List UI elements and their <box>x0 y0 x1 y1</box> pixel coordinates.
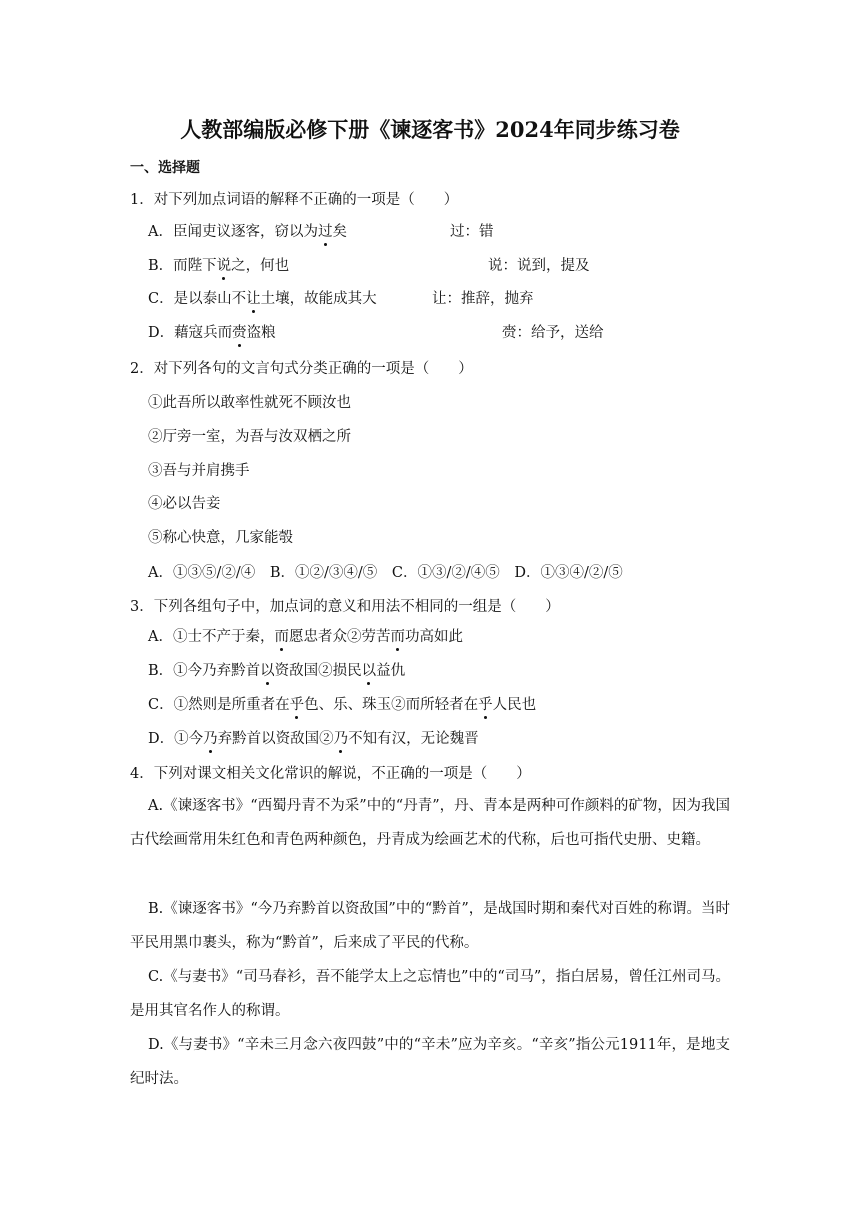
q3-b-part: 益仇 <box>376 663 406 679</box>
q1-d-gloss: 赍：给予，送给 <box>502 325 604 341</box>
question-3-stem: 3．下列各组句子中，加点词的意义和用法不相同的一组是（ ） <box>130 599 560 615</box>
question-1-stem: 1．对下列加点词语的解释不正确的一项是（ ） <box>130 192 459 208</box>
q2-sentence-4: ④必以告妾 <box>148 496 221 512</box>
q3-c-part: C．①然则是所重者在 <box>148 697 290 713</box>
q1-d-text: D．藉寇兵而 <box>148 325 233 341</box>
q3-b-part: B．①今乃弃黔首 <box>148 663 261 679</box>
q3-a-part: A．①士不产于秦， <box>148 629 275 645</box>
dotted-word: 以 <box>361 663 377 679</box>
q3-option-c <box>148 695 536 715</box>
question-2-stem: 2．对下列各句的文言句式分类正确的一项是（ ） <box>130 361 473 377</box>
q1-c-text-end: 土壤，故能成其大 <box>260 291 377 307</box>
q3-option-d <box>148 729 479 749</box>
q2-sentence-5: ⑤称心快意，几家能彀 <box>148 530 293 546</box>
q1-b-text: B．而陛下 <box>148 258 217 274</box>
q1-b-text-end: 之，何也 <box>231 258 290 274</box>
dotted-word: 乃 <box>203 731 218 747</box>
q2-option-d: D．①③④/②/⑤ <box>514 565 623 581</box>
dotted-word: 乎 <box>478 697 493 713</box>
q2-sentence-3: ③吾与并肩携手 <box>148 463 250 479</box>
q2-option-a: A．①③⑤/②/④ <box>148 565 256 581</box>
q1-c-gloss: 让：推辞，抛弃 <box>432 291 534 307</box>
q1-option-d <box>148 323 276 343</box>
q3-a-part: 愿忠者众②劳苦 <box>288 629 391 645</box>
dotted-word: 乃 <box>333 731 349 747</box>
q1-option-c <box>148 289 377 309</box>
q3-option-b <box>148 661 405 681</box>
q1-option-a <box>148 222 347 242</box>
q2-option-b: B．①②/③④/⑤ <box>269 565 378 581</box>
page-title: 人教部编版必修下册《谏逐客书》2024年同步练习卷 <box>180 117 680 142</box>
q1-a-gloss: 过：错 <box>450 224 494 240</box>
question-4-stem: 4．下列对课文相关文化常识的解说，不正确的一项是（ ） <box>130 766 531 782</box>
q2-options <box>148 563 633 583</box>
dotted-word: 赍 <box>232 325 247 341</box>
q1-a-text: A．臣闻吏议逐客，窃以为 <box>148 224 318 240</box>
q2-option-c: C．①③/②/④⑤ <box>391 565 500 581</box>
dotted-word: 以 <box>260 663 275 679</box>
dotted-word: 乎 <box>289 697 305 713</box>
q3-d-part: 弃黔首以资敌国② <box>217 731 334 747</box>
q4-option-a: A.《谏逐客书》“西蜀丹青不为采”中的“丹青”，丹、青本是两种可作颜料的矿物，因为我国古代绘画常用朱红色和青色两种颜色，丹青成为绘画艺术的代称，后也可指代史册、史籍。 <box>130 798 730 848</box>
q1-d-text-end: 盗粮 <box>246 325 276 341</box>
q3-d-part: 不知有汉，无论魏晋 <box>348 731 479 747</box>
q3-c-part: 人民也 <box>492 697 537 713</box>
q2-sentence-2: ②厅旁一室，为吾与汝双栖之所 <box>148 429 351 445</box>
dotted-word: 而 <box>390 629 405 645</box>
q3-c-part: 色、乐、珠玉②而所轻者在 <box>304 697 479 713</box>
q1-c-text: C．是以泰山不 <box>148 291 247 307</box>
q1-option-b <box>148 256 289 276</box>
dotted-word: 让 <box>246 291 261 307</box>
dotted-word: 说 <box>216 258 232 274</box>
q1-a-text-end: 矣 <box>332 224 347 240</box>
q4-option-d: D.《与妻书》“辛未三月念六夜四鼓”中的“辛未”应为辛亥。“辛亥”指公元1911年，是地支纪时法。 <box>130 1037 730 1087</box>
dotted-word: 而 <box>274 629 289 645</box>
dotted-word: 过 <box>317 224 333 240</box>
q4-option-c: C.《与妻书》“司马春衫，吾不能学太上之忘情也”中的“司马”，指白居易，曾任江州司马。是用其官名作人的称谓。 <box>130 969 730 1019</box>
q3-a-part: 功高如此 <box>404 629 463 645</box>
q3-b-part: 资敌国②损民 <box>274 663 362 679</box>
q2-sentence-1: ①此吾所以敢率性就死不顾汝也 <box>148 395 351 411</box>
q1-b-gloss: 说：说到，提及 <box>488 258 590 274</box>
q3-d-part: D．①今 <box>148 731 204 747</box>
section-heading: 一、选择题 <box>130 160 200 176</box>
q3-option-a <box>148 627 463 647</box>
q4-option-b: B.《谏逐客书》“今乃弃黔首以资敌国”中的“黔首”，是战国时期和秦代对百姓的称谓。当时平民用黑巾裹头，称为“黔首”，后来成了平民的代称。 <box>130 901 730 951</box>
